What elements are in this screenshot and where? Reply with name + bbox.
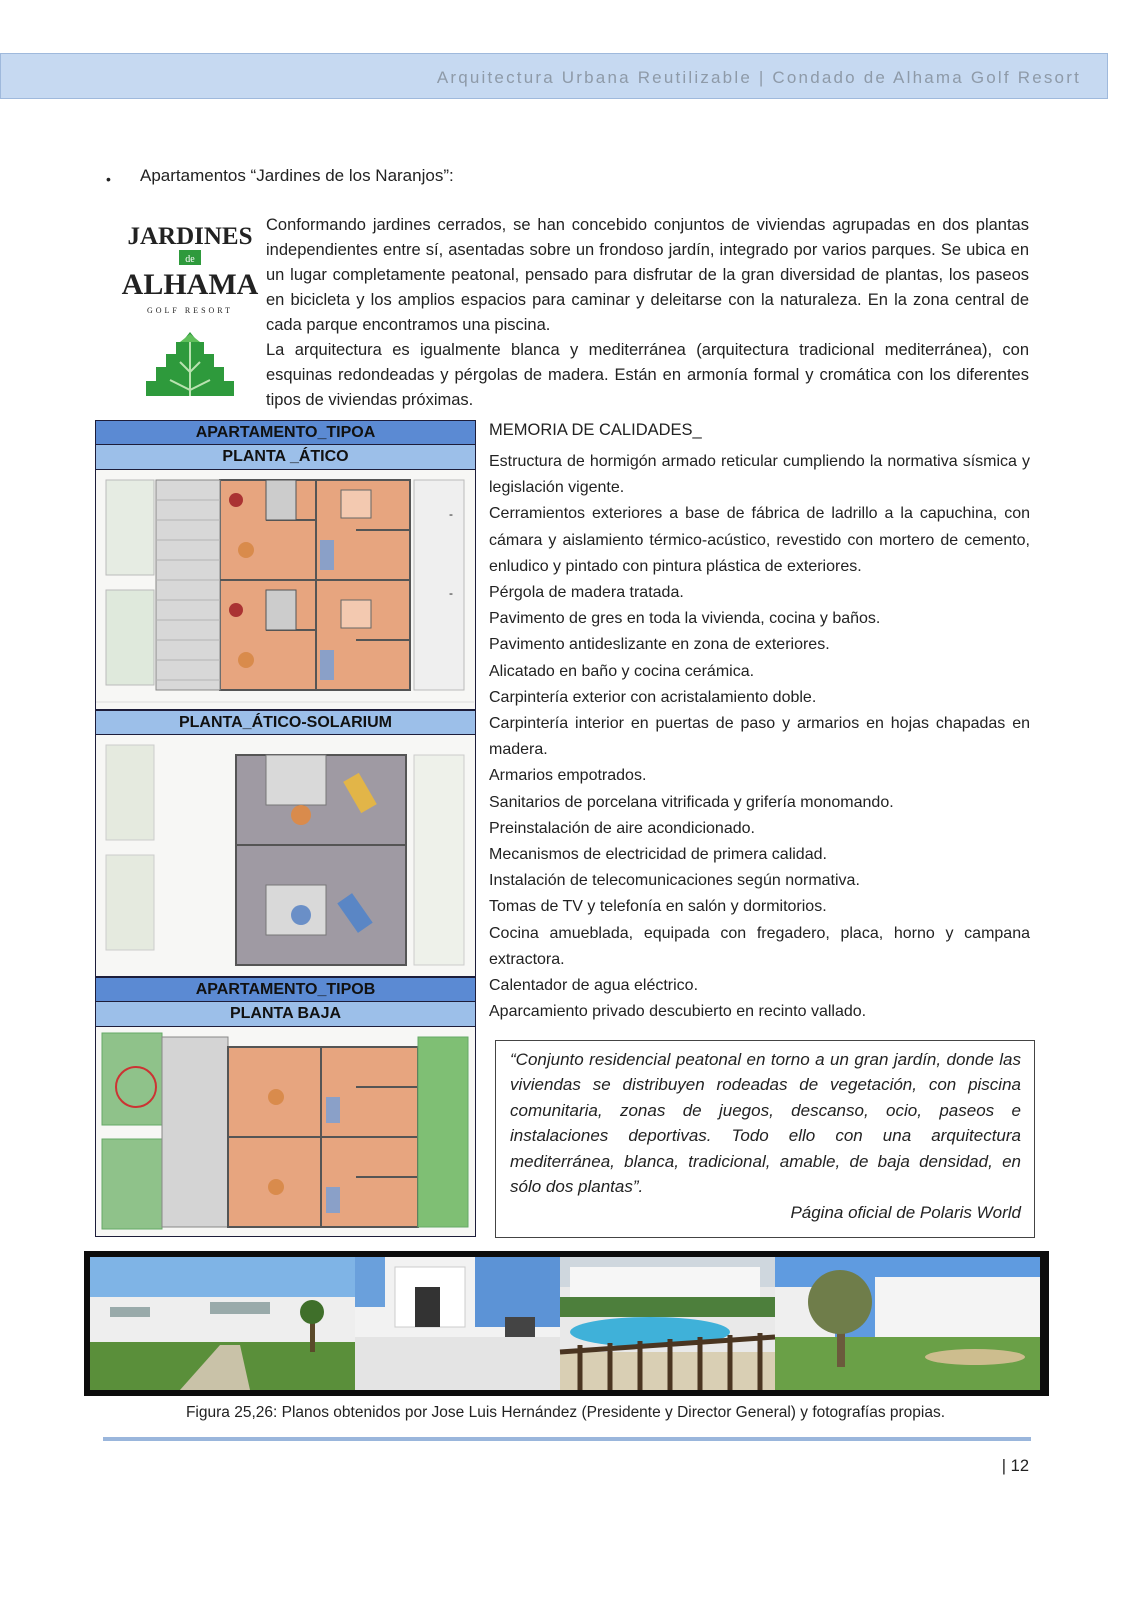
memoria-list: [449, 449, 1030, 1025]
memoria-item: [449, 501, 1030, 580]
quote-text: “Conjunto residencial peatonal en torno a un gran jardín, donde las viviendas se distribuyen rodeadas de vegetación, con piscina comunitaria, zonas de juegos, descanso, ocio, paseos e instalaciones deportivas. Todo ello con una arquitectura mediterránea, blanca, tradicional, amable, de baja densidad, en sólo dos plantas”.: [510, 1050, 1021, 1197]
memoria-title: MEMORIA DE CALIDADES_: [489, 421, 702, 439]
type-a-header: APARTAMENTO_TIPOA: [95, 420, 476, 445]
memoria-item: Preinstalación de aire acondicionado.: [489, 819, 755, 837]
atico-floor-plan: [95, 470, 476, 710]
planta-baja-floor-plan: [95, 1027, 476, 1237]
memoria-item: Alicatado en baño y cocina cerámica.: [489, 662, 755, 680]
memoria-item: Carpintería interior en puertas de paso y armarios en hojas chapadas en madera.: [489, 715, 1030, 759]
memoria-item: Estructura de hormigón armado reticular cumpliendo la normativa sísmica y legislación vigente.: [489, 453, 1030, 497]
photo-olive-tree: [775, 1257, 1040, 1390]
memoria-item: Armarios empotrados.: [489, 767, 647, 785]
memoria-item: Pavimento antideslizante en zona de exteriores.: [489, 636, 830, 654]
page-number: | 12: [1001, 1457, 1029, 1475]
memoria-item: Pavimento de gres en toda la vivienda, cocina y baños.: [489, 610, 881, 628]
planta-atico-header: PLANTA _ÁTICO: [95, 445, 476, 470]
list-dash: -: [449, 586, 453, 601]
photo-residential-garden: [90, 1257, 355, 1390]
photo-pool: [560, 1257, 775, 1390]
memoria-item: Mecanismos de electricidad de primera calidad.: [489, 846, 827, 864]
memoria-item: [449, 580, 1030, 606]
memoria-item-text: Cerramientos exteriores a base de fábrica de ladrillo a la capuchina, con cámara y aislamiento térmico-acústico, revestido con mortero de cemento, enludico y pintado con pintura plástica de exteriores.: [489, 505, 1030, 575]
solarium-floor-plan: [95, 735, 476, 977]
jardines-alhama-logo: [121, 222, 259, 408]
type-b-header: APARTAMENTO_TIPOB: [95, 977, 476, 1002]
photo-strip: [84, 1251, 1049, 1396]
logo-line4: GOLF RESORT: [146, 306, 234, 315]
header-band: [0, 53, 1108, 99]
planta-baja-header: PLANTA BAJA: [95, 1002, 476, 1027]
memoria-calidades: [449, 421, 1030, 1025]
memoria-item: Instalación de telecomunicaciones según normativa.: [489, 872, 860, 890]
memoria-item: Calentador de agua eléctrico.: [489, 977, 699, 995]
memoria-item: Carpintería exterior con acristalamiento doble.: [489, 688, 817, 706]
logo-line3: ALHAMA: [121, 268, 259, 301]
section-title: Apartamentos “Jardines de los Naranjos”:: [140, 166, 454, 185]
intro-paragraph-2: La arquitectura es igualmente blanca y mediterránea (arquitectura tradicional mediterránea), con esquinas redondeadas y pérgolas de madera. Están en armonía formal y cromática con los diferentes tipos de viviendas próximas.: [266, 341, 1029, 409]
pyramid-tree-icon: [146, 332, 234, 396]
planta-solarium-header: PLANTA_ÁTICO-SOLARIUM: [95, 710, 476, 735]
intro-paragraph-1: Conformando jardines cerrados, se han concebido conjuntos de viviendas agrupadas en dos plantas independientes entre sí, asentadas sobre un frondoso jardín, integrado por varios parques. Se ubica en un lugar completamente peatonal, pensado para disfrutar de la gran diversidad de plantas, los paseos en bicicleta y los amplios espacios para caminar y deleitarse con la naturaleza. En la zona central de cada parque encontramos una piscina.: [266, 216, 1029, 334]
quote-box: [495, 1040, 1035, 1238]
header-title: Arquitectura Urbana Reutilizable | Condado de Alhama Golf Resort: [436, 68, 1081, 87]
intro-text: [266, 213, 1029, 413]
footer-rule: [103, 1437, 1031, 1441]
memoria-item: Tomas de TV y telefonía en salón y dormitorios.: [489, 898, 827, 916]
logo-line1: JARDINES: [127, 223, 253, 250]
logo-line2: de: [185, 254, 195, 265]
photo-white-facade: [355, 1257, 560, 1390]
memoria-item: Sanitarios de porcelana vitrificada y grifería monomando.: [489, 793, 894, 811]
list-dash: -: [449, 507, 453, 522]
figure-caption: Figura 25,26: Planos obtenidos por Jose Luis Hernández (Presidente y Director General) y fotografías propias.: [185, 1404, 946, 1421]
floor-plans-table: [95, 420, 476, 1237]
memoria-item: Cocina amueblada, equipada con fregadero, placa, horno y campana extractora.: [489, 924, 1030, 968]
quote-source: Página oficial de Polaris World: [790, 1203, 1021, 1223]
bullet-marker: •: [106, 171, 111, 187]
memoria-item-text: Pérgola de madera tratada.: [489, 584, 684, 602]
memoria-item: Aparcamiento privado descubierto en recinto vallado.: [489, 1003, 867, 1021]
